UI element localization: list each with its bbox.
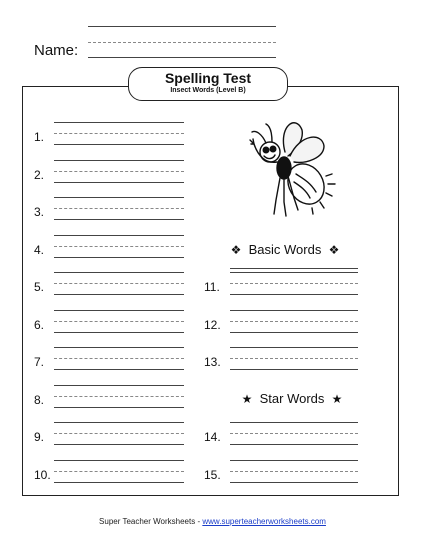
footer xyxy=(0,517,425,526)
diamond-ornament-icon: ❖ xyxy=(328,243,340,257)
page-subtitle: Insect Words (Level B) xyxy=(170,87,246,94)
item-number: 7. xyxy=(34,355,45,369)
answer-row-7[interactable] xyxy=(34,347,184,371)
item-number: 4. xyxy=(34,243,45,257)
answer-row-14[interactable] xyxy=(204,422,358,446)
star-words-heading xyxy=(212,391,372,406)
answer-row-5[interactable] xyxy=(34,272,184,296)
answer-row-1[interactable] xyxy=(34,122,184,146)
answer-row-8[interactable] xyxy=(34,385,184,409)
item-number: 6. xyxy=(34,318,45,332)
item-number: 14. xyxy=(204,430,221,444)
item-number: 10. xyxy=(34,468,51,482)
item-number: 1. xyxy=(34,130,45,144)
item-number: 9. xyxy=(34,430,45,444)
star-icon: ★ xyxy=(241,392,253,406)
name-line-mid xyxy=(88,42,276,43)
diamond-ornament-icon: ❖ xyxy=(230,243,242,257)
footer-link[interactable]: www.superteacherworksheets.com xyxy=(202,517,326,526)
name-label: Name: xyxy=(34,42,79,59)
item-number: 13. xyxy=(204,355,221,369)
star-words-label: Star Words xyxy=(259,391,325,406)
page-title: Spelling Test xyxy=(164,70,252,86)
answer-row-12[interactable] xyxy=(204,310,358,334)
answer-row-10[interactable] xyxy=(34,460,184,484)
answer-row-4[interactable] xyxy=(34,235,184,259)
answer-row-2[interactable] xyxy=(34,160,184,184)
item-number: 11. xyxy=(204,280,220,294)
item-number: 12. xyxy=(204,318,221,332)
item-number: 5. xyxy=(34,280,45,294)
heading-underline xyxy=(230,268,358,269)
item-number: 8. xyxy=(34,393,45,407)
title-box xyxy=(128,67,288,101)
name-line-top xyxy=(88,26,276,27)
answer-row-9[interactable] xyxy=(34,422,184,446)
basic-words-heading xyxy=(205,242,365,257)
firefly-icon xyxy=(240,112,350,227)
basic-words-label: Basic Words xyxy=(248,242,322,257)
answer-row-15[interactable] xyxy=(204,460,358,484)
star-icon: ★ xyxy=(331,392,343,406)
name-line-bottom xyxy=(88,57,276,58)
item-number: 3. xyxy=(34,205,45,219)
answer-row-3[interactable] xyxy=(34,197,184,221)
footer-text: Super Teacher Worksheets - xyxy=(99,517,203,526)
answer-row-13[interactable] xyxy=(204,347,358,371)
answer-row-6[interactable] xyxy=(34,310,184,334)
answer-row-11[interactable] xyxy=(204,272,358,296)
name-input-lines[interactable] xyxy=(88,26,276,58)
item-number: 2. xyxy=(34,168,45,182)
item-number: 15. xyxy=(204,468,221,482)
